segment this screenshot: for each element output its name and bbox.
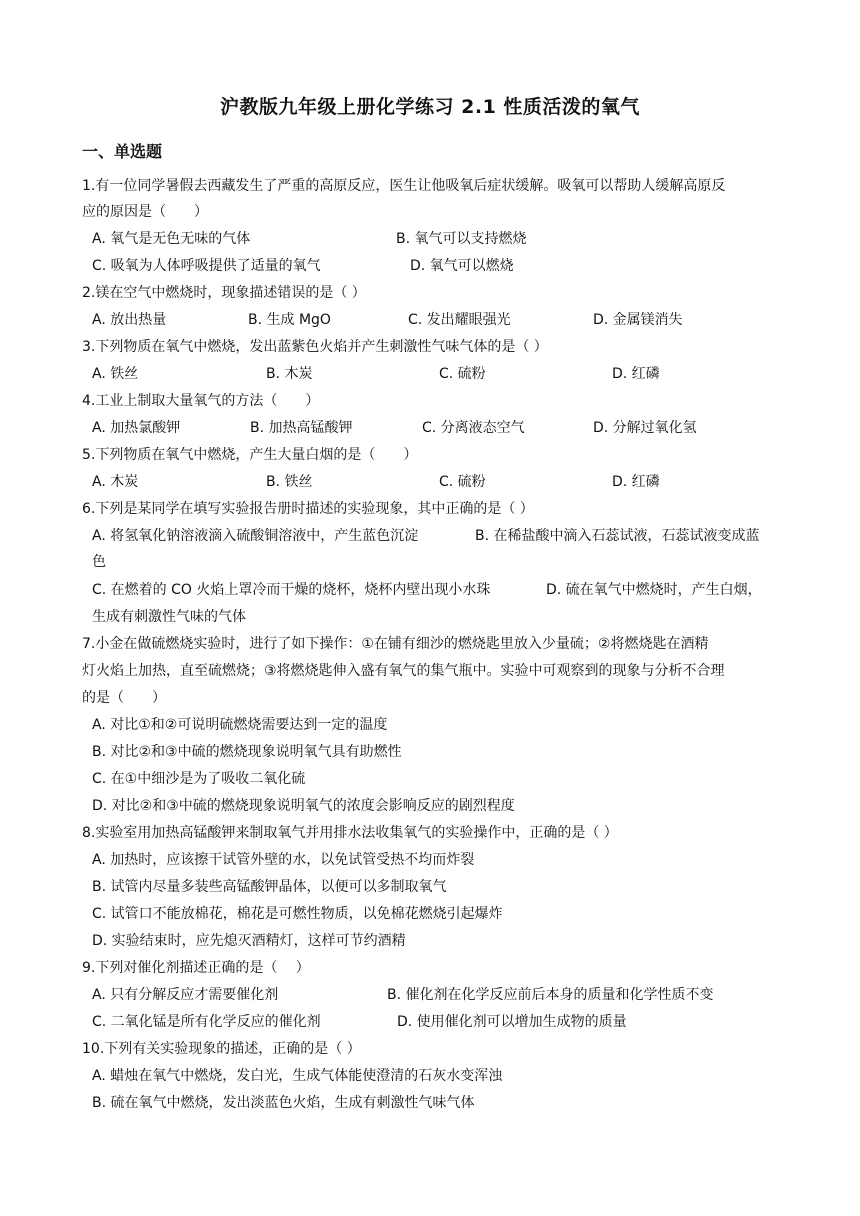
question-3-option-d: D. 红磷 xyxy=(612,366,660,382)
question-3-stem: 3.下列物质在氧气中燃烧，发出蓝紫色火焰并产生刺激性气味气体的是（ ） xyxy=(82,339,548,355)
question-4-option-b: B. 加热高锰酸钾 xyxy=(250,420,353,436)
question-1-option-d: D. 氧气可以燃烧 xyxy=(410,258,514,274)
question-8-option-c: C. 试管口不能放棉花，棉花是可燃性物质，以免棉花燃烧引起爆炸 xyxy=(92,906,503,922)
question-9-option-d: D. 使用催化剂可以增加生成物的质量 xyxy=(397,1014,627,1030)
question-1-option-b: B. 氧气可以支持燃烧 xyxy=(396,231,527,247)
question-4-option-c: C. 分离液态空气 xyxy=(422,420,525,436)
question-4-option-d: D. 分解过氧化氢 xyxy=(593,420,697,436)
question-9-stem: 9.下列对催化剂描述正确的是（ ） xyxy=(82,960,310,976)
question-7-option-b: B. 对比②和③中硫的燃烧现象说明氧气具有助燃性 xyxy=(92,744,402,760)
question-9-option-c: C. 二氧化锰是所有化学反应的催化剂 xyxy=(92,1014,321,1030)
question-1-option-c: C. 吸氧为人体呼吸提供了适量的氧气 xyxy=(92,258,321,274)
question-5-option-d: D. 红磷 xyxy=(612,474,660,490)
question-6-option-b-continued: 色 xyxy=(92,554,106,570)
question-6-option-b: B. 在稀盐酸中滴入石蕊试液，石蕊试液变成蓝 xyxy=(475,528,760,544)
question-7-option-a: A. 对比①和②可说明硫燃烧需要达到一定的温度 xyxy=(92,717,388,733)
question-9-option-b: B. 催化剂在化学反应前后本身的质量和化学性质不变 xyxy=(387,987,714,1003)
question-7-option-c: C. 在①中细沙是为了吸收二氧化硫 xyxy=(92,771,306,787)
question-2-option-d: D. 金属镁消失 xyxy=(593,312,683,328)
question-4-option-a: A. 加热氯酸钾 xyxy=(92,420,181,436)
question-7-stem-line-1: 7.小金在做硫燃烧实验时，进行了如下操作：①在铺有细沙的燃烧匙里放入少量硫；②将燃烧匙在酒精 xyxy=(82,636,709,652)
question-9-option-a: A. 只有分解反应才需要催化剂 xyxy=(92,987,279,1003)
question-1-option-a: A. 氧气是无色无味的气体 xyxy=(92,231,251,247)
question-8-option-b: B. 试管内尽量多装些高锰酸钾晶体，以便可以多制取氧气 xyxy=(92,879,447,895)
question-10-option-b: B. 硫在氧气中燃烧，发出淡蓝色火焰，生成有刺激性气味气体 xyxy=(92,1095,475,1111)
question-5-stem: 5.下列物质在氧气中燃烧，产生大量白烟的是（ ） xyxy=(82,447,418,463)
question-10-option-a: A. 蜡烛在氧气中燃烧，发白光，生成气体能使澄清的石灰水变浑浊 xyxy=(92,1068,503,1084)
question-2-option-b: B. 生成 MgO xyxy=(248,312,331,328)
section-heading: 一、单选题 xyxy=(82,142,163,161)
question-5-option-c: C. 硫粉 xyxy=(439,474,486,490)
question-1-stem-line-1: 1.有一位同学暑假去西藏发生了严重的高原反应，医生让他吸氧后症状缓解。吸氧可以帮助人缓解高原反 xyxy=(82,178,726,194)
question-2-option-a: A. 放出热量 xyxy=(92,312,167,328)
question-6-stem: 6.下列是某同学在填写实验报告册时描述的实验现象，其中正确的是（ ） xyxy=(82,501,534,517)
question-3-option-a: A. 铁丝 xyxy=(92,366,139,382)
question-4-stem: 4.工业上制取大量氧气的方法（ ） xyxy=(82,393,320,409)
question-8-option-a: A. 加热时，应该擦干试管外壁的水，以免试管受热不均而炸裂 xyxy=(92,852,475,868)
question-3-option-c: C. 硫粉 xyxy=(439,366,486,382)
question-6-option-d: D. 硫在氧气中燃烧时，产生白烟， xyxy=(546,582,762,598)
question-5-option-a: A. 木炭 xyxy=(92,474,139,490)
question-1-stem-line-2: 应的原因是（ ） xyxy=(82,204,208,220)
document-title: 沪教版九年级上册化学练习 2.1 性质活泼的氧气 xyxy=(220,96,640,118)
question-7-option-d: D. 对比②和③中硫的燃烧现象说明氧气的浓度会影响反应的剧烈程度 xyxy=(92,798,515,814)
question-3-option-b: B. 木炭 xyxy=(266,366,313,382)
question-5-option-b: B. 铁丝 xyxy=(266,474,313,490)
question-6-option-c: C. 在燃着的 CO 火焰上罩冷而干燥的烧杯，烧杯内壁出现小水珠 xyxy=(92,582,491,598)
question-7-stem-line-3: 的是（ ） xyxy=(82,690,166,706)
question-2-option-c: C. 发出耀眼强光 xyxy=(408,312,511,328)
question-6-option-a: A. 将氢氧化钠溶液滴入硫酸铜溶液中，产生蓝色沉淀 xyxy=(92,528,419,544)
question-10-stem: 10.下列有关实验现象的描述，正确的是（ ） xyxy=(82,1041,361,1057)
question-7-stem-line-2: 灯火焰上加热，直至硫燃烧；③将燃烧匙伸入盛有氧气的集气瓶中。实验中可观察到的现象与分析不合理 xyxy=(82,663,725,679)
question-6-option-d-continued: 生成有刺激性气味的气体 xyxy=(92,609,246,625)
question-2-stem: 2.镁在空气中燃烧时，现象描述错误的是（ ） xyxy=(82,285,366,301)
question-8-stem: 8.实验室用加热高锰酸钾来制取氧气并用排水法收集氧气的实验操作中，正确的是（ ） xyxy=(82,825,618,841)
question-8-option-d: D. 实验结束时，应先熄灭酒精灯，这样可节约酒精 xyxy=(92,933,406,949)
